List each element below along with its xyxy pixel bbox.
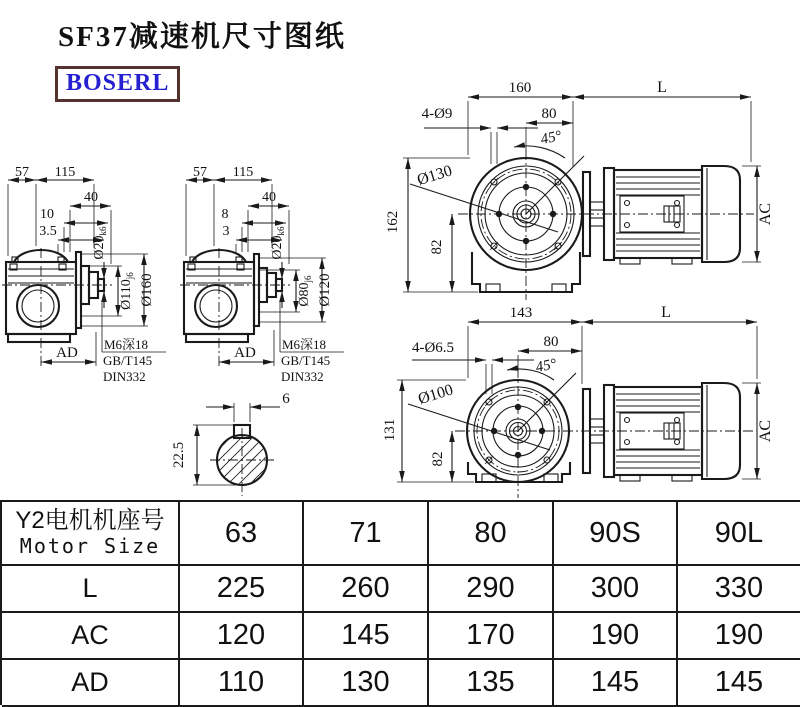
table-value: 110 xyxy=(180,660,304,707)
table-value: 225 xyxy=(180,566,304,613)
dim-115: 115 xyxy=(54,165,76,180)
table-value: 300 xyxy=(554,566,678,613)
row-label-AD: AD xyxy=(2,660,180,707)
table-value: 190 xyxy=(554,613,678,660)
dim-angle: 45° xyxy=(534,356,559,377)
dim-ac: AC xyxy=(757,419,774,443)
page-title: SF37减速机尺寸图纸 xyxy=(58,21,346,53)
table-header-cn: Y2电机机座号 xyxy=(15,506,165,534)
dim-center-height: 82 xyxy=(430,451,446,467)
dim-ac: AC xyxy=(757,202,774,226)
table-value: 145 xyxy=(678,660,800,707)
dim-flange-dia: Ø160 xyxy=(139,273,155,307)
table-value: 290 xyxy=(429,566,554,613)
dim-3-5: 3.5 xyxy=(39,224,57,239)
table-value: 260 xyxy=(304,566,429,613)
row-label-L: L xyxy=(2,566,180,613)
view-left-small xyxy=(180,165,344,384)
dimension-table xyxy=(0,500,800,705)
table-value: 145 xyxy=(304,613,429,660)
view-left-large xyxy=(2,165,166,384)
tap-note-1: M6深18 xyxy=(104,337,149,352)
dim-bolt-circle: Ø130 xyxy=(415,162,455,190)
shaft-cross-section xyxy=(168,391,314,500)
table-value: 330 xyxy=(678,566,800,613)
table-value: 190 xyxy=(678,613,800,660)
dim-height: 131 xyxy=(382,418,398,442)
dim-57: 57 xyxy=(15,165,29,180)
table-value: 170 xyxy=(429,613,554,660)
dim-ad: AD xyxy=(56,345,78,361)
dim-8: 8 xyxy=(221,207,229,222)
dim-shaft-dia: $Ø20_{k6}$ xyxy=(92,226,108,260)
dim-pilot-dia: $Ø110_{j6}$ xyxy=(119,272,135,310)
dim-key-width: 6 xyxy=(282,391,290,407)
dim-115: 115 xyxy=(232,165,254,180)
dim-40: 40 xyxy=(262,190,276,205)
dim-10: 10 xyxy=(40,207,54,222)
dim-width: 143 xyxy=(509,305,533,321)
motor-side xyxy=(583,166,740,264)
view-right-top xyxy=(385,79,774,300)
dim-40: 40 xyxy=(84,190,98,205)
dim-l: L xyxy=(661,304,671,321)
dim-angle: 45° xyxy=(539,128,564,149)
table-value: 145 xyxy=(554,660,678,707)
dimension-lines xyxy=(193,403,280,485)
motor-size-col: 90S xyxy=(554,502,678,566)
tap-note-3: DIN332 xyxy=(281,369,324,384)
dim-section-height: 22.5 xyxy=(171,441,187,469)
dim-height: 162 xyxy=(385,210,401,234)
tap-note-3: DIN332 xyxy=(103,369,146,384)
dim-3: 3 xyxy=(222,224,230,239)
table-value: 120 xyxy=(180,613,304,660)
table-value: 135 xyxy=(429,660,554,707)
table-header-en: Motor Size xyxy=(19,534,161,559)
dim-l: L xyxy=(657,79,667,96)
dim-center-height: 82 xyxy=(429,239,445,255)
motor-size-col: 90L xyxy=(678,502,800,566)
motor-size-col: 63 xyxy=(180,502,304,566)
tap-note-2: GB/T145 xyxy=(281,353,331,368)
dim-ad: AD xyxy=(234,345,256,361)
dim-holes: 4-Ø6.5 xyxy=(411,340,455,356)
view-right-bottom xyxy=(382,304,774,498)
dim-flange-dia: Ø120 xyxy=(317,273,333,307)
table-value: 130 xyxy=(304,660,429,707)
dim-pilot-dia: $Ø80_{j6}$ xyxy=(297,275,313,307)
dim-holes: 4-Ø9 xyxy=(421,106,453,122)
motor-size-col: 71 xyxy=(304,502,429,566)
dim-half: 80 xyxy=(541,106,557,122)
motor-size-col: 80 xyxy=(429,502,554,566)
table-header-motor-size xyxy=(2,502,180,566)
row-label-AC: AC xyxy=(2,613,180,660)
dim-shaft-dia: $Ø20_{k6}$ xyxy=(270,226,286,260)
tap-note-1: M6深18 xyxy=(282,337,327,352)
dim-width: 160 xyxy=(508,80,532,96)
motor-side xyxy=(583,383,740,481)
dim-bolt-circle: Ø100 xyxy=(416,381,456,409)
dim-half: 80 xyxy=(543,334,559,350)
brand-logo-text: BOSERL xyxy=(66,70,170,96)
tap-note-2: GB/T145 xyxy=(103,353,153,368)
dim-57: 57 xyxy=(193,165,207,180)
